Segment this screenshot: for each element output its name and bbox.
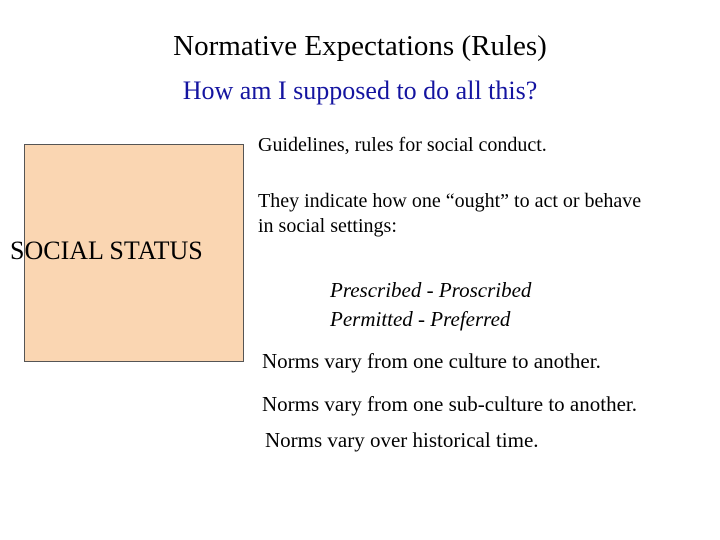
norm-subculture: Norms vary from one sub-culture to another. — [262, 392, 637, 416]
norm-historical: Norms vary over historical time. — [265, 428, 539, 452]
norm-type-prescribed: Prescribed - Proscribed — [330, 278, 532, 302]
slide-subtitle: How am I supposed to do all this? — [182, 76, 538, 105]
norm-culture: Norms vary from one culture to another. — [262, 349, 601, 373]
slide-title: Normative Expectations (Rules) — [173, 30, 547, 62]
social-status-label: SOCIAL STATUS — [10, 236, 203, 265]
norm-type-permitted: Permitted - Preferred — [330, 307, 511, 331]
indicate-text: They indicate how one “ought” to act or behave in social settings: — [258, 190, 642, 237]
guidelines-text: Guidelines, rules for social conduct. — [258, 134, 547, 156]
